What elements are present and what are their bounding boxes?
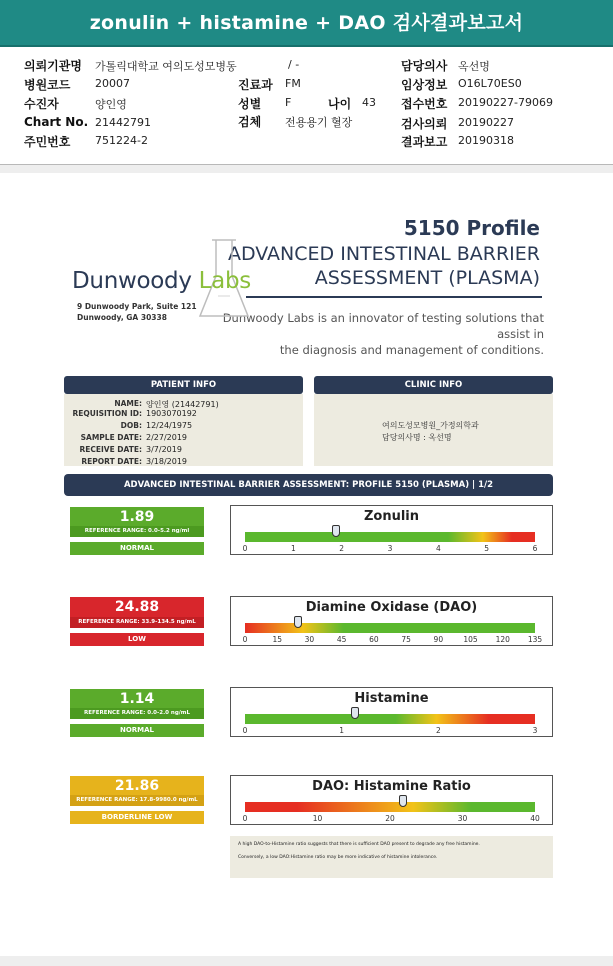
- tick-label: 0: [242, 544, 248, 553]
- report-title: zonulin + histamine + DAO 검사결과보고서: [0, 0, 613, 47]
- clinic-doctor: 담당의사명 : 옥선명: [382, 433, 452, 442]
- zonulin-gauge: [230, 505, 553, 555]
- institution-value: 가톨릭대학교 여의도성모병동: [95, 60, 237, 73]
- tick-label: 60: [369, 635, 379, 644]
- ratio-reference: REFERENCE RANGE: 17.8-9980.0 ng/mL: [70, 795, 204, 806]
- report-date-value: 20190318: [458, 134, 514, 147]
- tick-label: 3: [532, 726, 538, 735]
- tick-label: 0: [242, 635, 248, 644]
- pi-dob-label: DOB:: [120, 421, 142, 430]
- note-line1: A high DAO-to-Histamine ratio suggests that there is sufficient DAO present to degrade any free histamine.: [238, 842, 480, 847]
- clinic-name: 여의도성모병원_가정의학과: [382, 421, 479, 430]
- specimen-value: 전용용기 혈장: [285, 116, 353, 129]
- tick-label: 10: [312, 814, 323, 823]
- pi-report-date-value: 3/18/2019: [146, 457, 188, 466]
- dao-gauge-title: Diamine Oxidase (DAO): [305, 600, 478, 615]
- assessment-title-line2: ASSESSMENT (PLASMA): [314, 267, 540, 289]
- logo-labs: Labs: [198, 268, 251, 294]
- patient-info-header: PATIENT INFO: [64, 376, 303, 394]
- ratio-marker: [399, 795, 407, 807]
- tick-label: 2: [435, 726, 441, 735]
- hospital-code-label: 병원코드: [24, 78, 71, 92]
- tick-label: 0: [242, 814, 248, 823]
- tick-label: 105: [463, 635, 478, 644]
- ratio-value: 21.86: [70, 776, 204, 796]
- zonulin-gauge-title: Zonulin: [363, 509, 420, 524]
- note-line2: Conversely, a low DAO:Histamine ratio may be more indicative of histamine intolerance.: [238, 855, 438, 860]
- tick-label: 20: [385, 814, 395, 823]
- receipt-no-label: 접수번호: [401, 97, 448, 111]
- tick-label: 90: [433, 635, 444, 644]
- report-date-label: 결과보고: [401, 135, 448, 149]
- tick-label: 1: [290, 544, 296, 553]
- request-info-block: [0, 49, 613, 165]
- pi-receive-date-value: 3/7/2019: [146, 445, 182, 454]
- dao-marker: [294, 616, 302, 628]
- pi-sample-date-label: SAMPLE DATE:: [80, 433, 142, 442]
- specimen-label: 검체: [238, 115, 262, 129]
- dunwoody-logo: [72, 268, 251, 294]
- hospital-code-value: 20007: [95, 77, 130, 90]
- tick-label: 4: [435, 544, 441, 553]
- tick-label: 135: [527, 635, 543, 644]
- tick-label: 15: [272, 635, 282, 644]
- histamine-reference: REFERENCE RANGE: 0.0-2.0 ng/mL: [70, 708, 204, 719]
- doctor-value: 옥선명: [458, 60, 490, 73]
- age-value: 43: [362, 96, 376, 109]
- tick-label: 5: [484, 544, 490, 553]
- dao-gauge: [230, 596, 553, 646]
- histamine-status: NORMAL: [70, 724, 204, 737]
- zonulin-status: NORMAL: [70, 542, 204, 555]
- patient-info-panel: [64, 394, 303, 466]
- receipt-no-value: 20190227-79069: [458, 96, 553, 109]
- tick-label: 40: [530, 814, 540, 823]
- section-title: ADVANCED INTESTINAL BARRIER ASSESSMENT: PROFILE 5150 (PLASMA) | 1/2: [64, 474, 553, 496]
- address-line1: 9 Dunwoody Park, Suite 121: [77, 302, 197, 311]
- ratio-gauge-bar: [245, 802, 535, 812]
- tick-label: 3: [387, 544, 393, 553]
- ratio-gauge: [230, 775, 553, 825]
- institution-suffix: / -: [288, 58, 300, 71]
- tagline-line2: the diagnosis and management of conditions.: [279, 343, 544, 357]
- histamine-value: 1.14: [70, 689, 204, 709]
- age-label: 나이: [328, 97, 352, 111]
- sex-label: 성별: [238, 97, 262, 111]
- pi-name-value: 양인영 (21442791): [146, 400, 219, 409]
- tick-label: 2: [339, 544, 345, 553]
- zonulin-reference: REFERENCE RANGE: 0.0-5.2 ng/ml: [70, 526, 204, 537]
- tick-label: 0: [242, 726, 248, 735]
- histamine-gauge-title: Histamine: [354, 691, 429, 706]
- clinical-info-value: O16L70ES0: [458, 77, 522, 90]
- zonulin-marker: [332, 525, 340, 537]
- dao-status: LOW: [70, 633, 204, 646]
- assessment-title-line1: ADVANCED INTESTINAL BARRIER: [227, 243, 540, 265]
- resident-no-value: 751224-2: [95, 134, 148, 147]
- histamine-gauge: [230, 687, 553, 737]
- chart-no-value: 21442791: [95, 116, 151, 129]
- request-date-label: 검사의뢰: [401, 117, 448, 131]
- pi-sample-date-value: 2/27/2019: [146, 433, 188, 442]
- logo-name: Dunwoody: [72, 268, 192, 294]
- tagline-line1: Dunwoody Labs is an innovator of testing solutions that assist in: [222, 311, 544, 341]
- page-bottom-band: [0, 956, 613, 966]
- ratio-gauge-title: DAO: Histamine Ratio: [312, 779, 471, 794]
- tick-label: 120: [495, 635, 510, 644]
- page-separator: [0, 165, 613, 173]
- dao-gauge-bar: [245, 623, 535, 633]
- ratio-status: BORDERLINE LOW: [70, 811, 204, 824]
- profile-title: 5150 Profile: [403, 216, 540, 240]
- department-value: FM: [285, 77, 301, 90]
- lab-tagline: [220, 310, 544, 358]
- pi-requisition-label: REQUISITION ID:: [72, 409, 142, 418]
- pi-dob-value: 12/24/1975: [146, 421, 193, 430]
- histamine-marker: [351, 707, 359, 719]
- pi-report-date-label: REPORT DATE:: [81, 457, 142, 466]
- tick-label: 30: [304, 635, 315, 644]
- institution-label: 의뢰기관명: [24, 59, 82, 73]
- department-label: 진료과: [238, 78, 273, 92]
- request-date-value: 20190227: [458, 116, 514, 129]
- resident-no-label: 주민번호: [24, 135, 71, 149]
- histamine-gauge-bar: [245, 714, 535, 724]
- patient-value: 양인영: [95, 98, 127, 111]
- clinical-info-label: 임상정보: [401, 78, 448, 92]
- tick-label: 45: [336, 635, 347, 644]
- clinic-info-header: CLINIC INFO: [314, 376, 553, 394]
- ratio-note: [230, 836, 553, 878]
- dao-value: 24.88: [70, 597, 204, 617]
- pi-receive-date-label: RECEIVE DATE:: [79, 445, 142, 454]
- tick-label: 6: [532, 544, 538, 553]
- tick-label: 30: [457, 814, 468, 823]
- zonulin-gauge-bar: [245, 532, 535, 542]
- tick-label: 75: [401, 635, 411, 644]
- dao-reference: REFERENCE RANGE: 33.9-134.5 ng/mL: [70, 617, 204, 628]
- patient-label: 수진자: [24, 97, 59, 111]
- zonulin-value: 1.89: [70, 507, 204, 527]
- address-line2: Dunwoody, GA 30338: [77, 313, 167, 322]
- tick-label: 1: [339, 726, 345, 735]
- doctor-label: 담당의사: [401, 59, 448, 73]
- pi-name-label: NAME:: [114, 399, 142, 408]
- chart-no-label: Chart No.: [24, 115, 89, 129]
- pi-requisition-value: 1903070192: [146, 409, 197, 418]
- sex-value: F: [285, 96, 292, 109]
- lab-address: [77, 301, 197, 323]
- title-rule: [246, 296, 542, 298]
